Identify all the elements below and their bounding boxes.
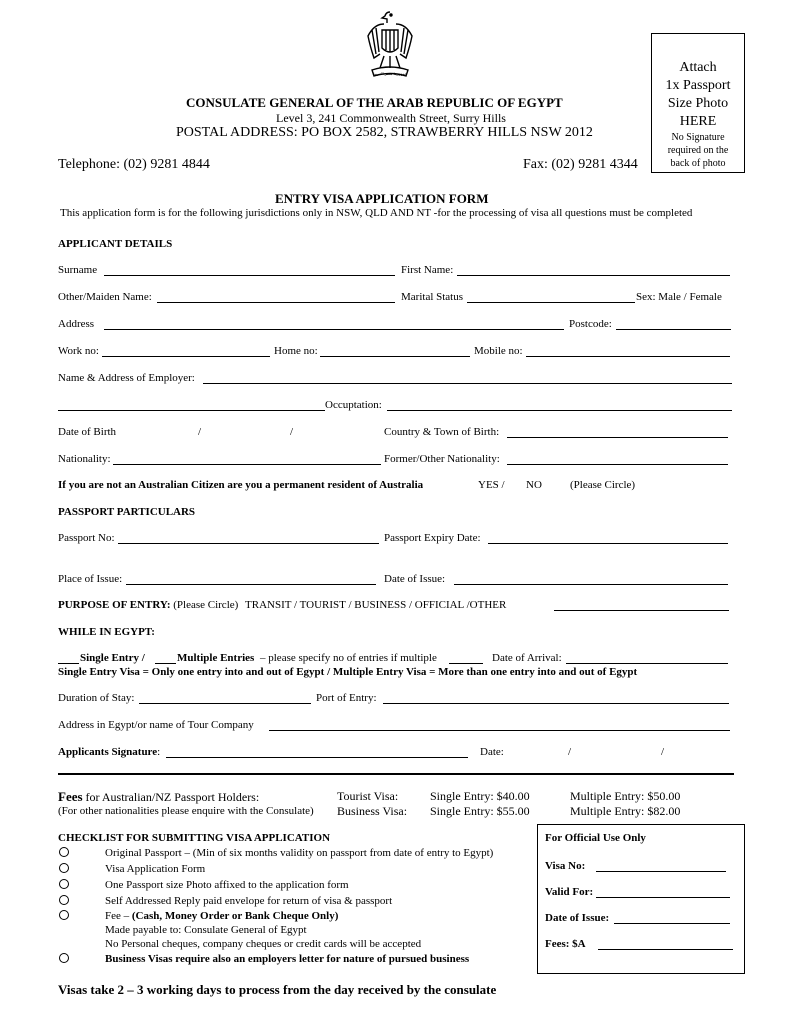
home-no-label: Home no: [274, 345, 318, 357]
valid-for-field[interactable] [596, 897, 730, 898]
checklist-item-fee [105, 910, 338, 922]
section-divider [58, 773, 734, 775]
signature-field[interactable] [166, 757, 468, 758]
fees-heading [58, 789, 259, 805]
former-nationality-field[interactable] [507, 464, 728, 465]
first-name-label: First Name: [401, 264, 454, 276]
official-fees-label: Fees: $A [545, 938, 586, 950]
former-nationality-label: Former/Other Nationality: [384, 453, 500, 465]
entries-count-field[interactable] [449, 663, 483, 664]
signature-colon: : [157, 746, 161, 758]
consulate-address: Level 3, 241 Commonwealth Street, Surry Hills [276, 111, 506, 125]
duration-label: Duration of Stay: [58, 692, 135, 704]
while-in-egypt-heading: WHILE IN EGYPT: [58, 626, 155, 638]
no-option[interactable]: NO [526, 479, 542, 491]
signature-row [58, 746, 160, 758]
checklist-bullet-icon [59, 895, 69, 905]
photo-box [651, 33, 745, 173]
mobile-no-label: Mobile no: [474, 345, 523, 357]
yes-option[interactable]: YES / [478, 479, 505, 491]
purpose-circle-note: (Please Circle) [173, 599, 239, 611]
address-label: Address [58, 318, 95, 330]
passport-no-field[interactable] [118, 543, 379, 544]
form-title: ENTRY VISA APPLICATION FORM [275, 191, 489, 206]
postal-address: POSTAL ADDRESS: PO BOX 2582, STRAWBERRY HILLS NSW 2012 [176, 125, 593, 140]
postcode-label: Postcode: [569, 318, 612, 330]
employer-field-line2[interactable] [58, 410, 325, 411]
official-use-box [537, 824, 745, 974]
signature-date-separator: / [661, 746, 665, 758]
mobile-no-field[interactable] [526, 356, 730, 357]
official-date-of-issue-field[interactable] [614, 923, 730, 924]
signature-label: Applicants Signature [58, 746, 158, 758]
fees-word: Fees [58, 789, 83, 804]
work-no-label: Work no: [58, 345, 99, 357]
checklist-bullet-icon [59, 863, 69, 873]
marital-status-field[interactable] [467, 302, 635, 303]
purpose-other-field[interactable] [554, 610, 729, 611]
postcode-field[interactable] [616, 329, 731, 330]
official-use-heading: For Official Use Only [545, 832, 646, 844]
dob-separator: / [198, 426, 202, 438]
employer-field[interactable] [203, 383, 732, 384]
photo-box-note: required on the [667, 145, 729, 156]
marital-status-label: Marital Status [401, 291, 464, 303]
checklist-subitem: Made payable to: Consulate General of Egypt [105, 924, 307, 936]
duration-field[interactable] [139, 703, 311, 704]
checklist-item: Business Visas require also an employers letter for nature of pursued business [105, 953, 470, 965]
checklist-item: Original Passport – (Min of six months validity on passport from date of entry to Egypt) [105, 847, 494, 859]
checklist-bullet-icon [59, 847, 69, 857]
single-entry-label: Single Entry / [80, 652, 145, 664]
multiple-entries-field[interactable] [155, 663, 176, 664]
telephone: Telephone: (02) 9281 4844 [58, 157, 210, 172]
processing-time-note: Visas take 2 – 3 working days to process from the day received by the consulate [58, 982, 497, 997]
photo-box-note: No Signature [671, 132, 725, 143]
passport-expiry-field[interactable] [488, 543, 728, 544]
signature-date-label: Date: [480, 746, 504, 758]
official-date-of-issue-label: Date of Issue: [545, 912, 610, 924]
country-town-field[interactable] [507, 437, 728, 438]
photo-box-line: HERE [679, 114, 717, 129]
business-visa-label: Business Visa: [337, 804, 408, 818]
tour-company-field[interactable] [269, 730, 730, 731]
employer-label: Name & Address of Employer: [58, 372, 195, 384]
occupation-label: Occuptation: [325, 399, 382, 411]
photo-box-line: Size Photo [667, 96, 729, 111]
dob-separator: / [290, 426, 294, 438]
fees-other-nationalities: (For other nationalities please enquire with the Consulate) [58, 805, 314, 817]
other-name-label: Other/Maiden Name: [58, 291, 152, 303]
checklist-item: Self Addressed Reply paid envelope for return of visa & passport [105, 895, 393, 907]
port-of-entry-field[interactable] [383, 703, 729, 704]
please-circle-note: (Please Circle) [570, 479, 636, 491]
official-fees-field[interactable] [598, 949, 733, 950]
work-no-field[interactable] [102, 356, 270, 357]
place-of-issue-field[interactable] [126, 584, 376, 585]
passport-heading: PASSPORT PARTICULARS [58, 506, 196, 518]
business-multiple-fee: Multiple Entry: $82.00 [570, 804, 681, 818]
photo-box-line: Attach [679, 60, 717, 75]
single-entry-field[interactable] [58, 663, 79, 664]
place-of-issue-label: Place of Issue: [58, 573, 123, 585]
fee-label: Fee – [105, 910, 130, 922]
occupation-field[interactable] [387, 410, 732, 411]
checklist-heading: CHECKLIST FOR SUBMITTING VISA APPLICATION [58, 832, 331, 844]
country-town-label: Country & Town of Birth: [384, 426, 500, 438]
purpose-options[interactable]: TRANSIT / TOURIST / BUSINESS / OFFICIAL /OTHER [245, 599, 507, 611]
nationality-field[interactable] [113, 464, 381, 465]
surname-field[interactable] [104, 275, 395, 276]
first-name-field[interactable] [457, 275, 730, 276]
date-of-issue-field[interactable] [454, 584, 728, 585]
date-of-arrival-label: Date of Arrival: [492, 652, 562, 664]
date-of-issue-label: Date of Issue: [384, 573, 446, 585]
sex-label: Sex: Male / Female [636, 291, 722, 303]
svg-text:جمهورية مصر العربية: جمهورية مصر العربية [372, 71, 408, 76]
checklist-item: One Passport size Photo affixed to the application form [105, 879, 349, 891]
home-no-field[interactable] [320, 356, 470, 357]
checklist-bullet-icon [59, 953, 69, 963]
consulate-title: CONSULATE GENERAL OF THE ARAB REPUBLIC OF EGYPT [186, 95, 563, 110]
fees-holders: for Australian/NZ Passport Holders: [85, 790, 260, 804]
dob-label: Date of Birth [58, 426, 117, 438]
form-intro: This application form is for the following jurisdictions only in NSW, QLD AND NT -for the processing of visa all questions must be completed [60, 207, 693, 219]
photo-box-note: back of photo [670, 158, 726, 169]
business-single-fee: Single Entry: $55.00 [430, 804, 530, 818]
fee-methods: (Cash, Money Order or Bank Cheque Only) [131, 910, 339, 922]
photo-box-line: 1x Passport [665, 78, 731, 93]
address-field[interactable] [104, 329, 564, 330]
applicant-details-heading: APPLICANT DETAILS [58, 238, 173, 250]
fax: Fax: (02) 9281 4344 [523, 157, 638, 172]
port-of-entry-label: Port of Entry: [316, 692, 377, 704]
purpose-row [58, 599, 506, 611]
checklist-item: Visa Application Form [105, 863, 206, 875]
tourist-visa-label: Tourist Visa: [337, 789, 399, 803]
surname-label: Surname [58, 264, 98, 276]
entry-visa-explanation: Single Entry Visa = Only one entry into and out of Egypt / Multiple Entry Visa = More than one entry into and out of Egypt [58, 666, 638, 678]
multiple-entries-label: Multiple Entries [177, 652, 255, 664]
tourist-multiple-fee: Multiple Entry: $50.00 [570, 789, 681, 803]
visa-no-label: Visa No: [545, 860, 586, 872]
passport-expiry-label: Passport Expiry Date: [384, 532, 481, 544]
checklist-bullet-icon [59, 910, 69, 920]
nationality-label: Nationality: [58, 453, 111, 465]
tourist-single-fee: Single Entry: $40.00 [430, 789, 530, 803]
permanent-resident-question: If you are not an Australian Citizen are you a permanent resident of Australia [58, 479, 424, 491]
signature-date-separator: / [568, 746, 572, 758]
valid-for-label: Valid For: [545, 886, 594, 898]
purpose-label: PURPOSE OF ENTRY: [58, 599, 171, 611]
passport-no-label: Passport No: [58, 532, 115, 544]
tour-company-label: Address in Egypt/or name of Tour Company [58, 719, 254, 731]
date-of-arrival-field[interactable] [566, 663, 728, 664]
checklist-bullet-icon [59, 879, 69, 889]
checklist-subitem: No Personal cheques, company cheques or credit cards will be accepted [105, 938, 422, 950]
other-name-field[interactable] [157, 302, 395, 303]
entries-specify-note: – please specify no of entries if multiple [260, 652, 437, 664]
eagle-emblem-icon [364, 8, 416, 86]
visa-no-field[interactable] [596, 871, 726, 872]
